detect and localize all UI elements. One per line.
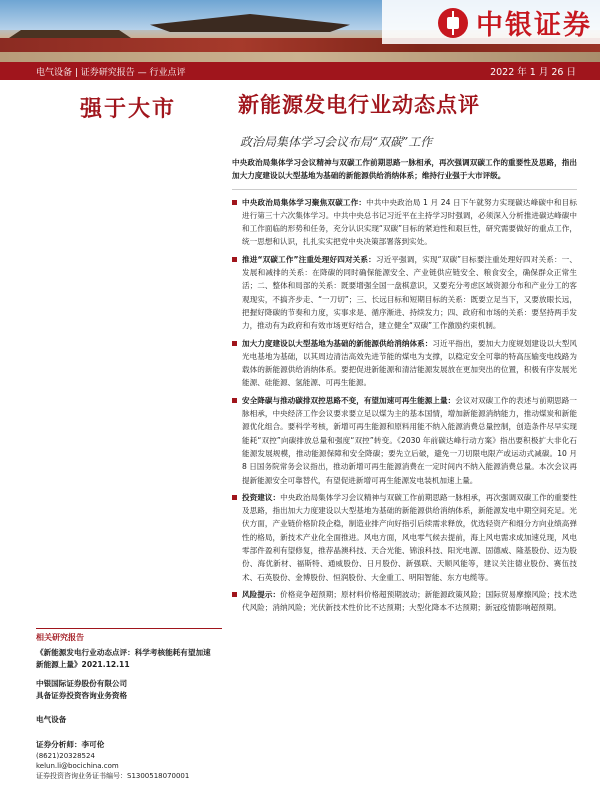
industry-rating: 强于大市: [80, 96, 177, 122]
related-report-item[interactable]: 《新能源发电行业动态点评：科学考核能耗有望加速新能源上量》2021.12.11: [36, 648, 211, 669]
bullet-square-icon: [232, 592, 237, 597]
bullet-point: [232, 491, 577, 584]
analyst-email[interactable]: kelun.li@bocichina.com: [36, 762, 119, 770]
bullet-body: 中央政治局集体学习会议精神与双碳工作前期思路一脉相承，再次强调双碳工作的重要性及思路，指出加大力度建设以大型基地为基础的新能源供给消纳体系，新能源发电中期空间充足。光伏方面，产业链价格阶段企稳，制造业排产向好指引后续需求释放，优选轻资产和细分方向业绩高弹性的格局，新技术产业化全面推进。风电方面，风电零气候去提前，海上风电需求成加速兑现，风电零部件盈利有望修复，推荐晶澳科技、天合光能、锦浪科技、阳光电源、固德威、隆基股份、迈为股份、海优新材、福斯特、通威股份、日月股份、新强联、天顺风能等，建议关注德业股份、赛伍技术、石英股份、金博股份、恒润股份、大金重工、明阳智能、东方电缆等。: [242, 492, 578, 582]
bullet-heading: 推进“双碳工作”注重处理好四对关系：: [242, 254, 376, 264]
header-banner: [0, 0, 600, 62]
company-name: 中银国际证券股份有限公司: [36, 679, 128, 688]
bank-logo-icon: [438, 8, 468, 38]
brand-name: 中银证券: [476, 10, 592, 41]
bullet-square-icon: [232, 200, 237, 205]
analyst-info: [36, 739, 216, 781]
top-bar: [0, 62, 600, 80]
bullet-heading: 中央政治局集体学习聚焦双碳工作：: [242, 197, 367, 207]
report-type-label: 电气设备 | 证券研究报告 — 行业点评: [36, 67, 186, 78]
bullet-heading: 加大力度建设以大型基地为基础的新能源供给消纳体系：: [242, 338, 433, 348]
company-info: [36, 678, 216, 702]
sector-info: [36, 714, 216, 726]
analyst-name: 证券分析师：李可伦: [36, 740, 105, 749]
sidebar-divider-top: [36, 628, 222, 629]
page-title: 新能源发电行业动态点评: [238, 92, 480, 117]
analyst-license: 证券投资咨询业务证书编号：S1300518070001: [36, 772, 190, 780]
page-subtitle: 政治局集体学习会议布局“双碳”工作: [240, 135, 433, 149]
related-reports: [36, 632, 216, 671]
sector-name: 电气设备: [36, 715, 67, 724]
report-date: 2022 年 1 月 26 日: [490, 67, 576, 78]
brand-logo: [438, 3, 592, 42]
bullet-square-icon: [232, 341, 237, 346]
bullet-square-icon: [232, 257, 237, 262]
bullet-body: 习近平强调，实现“双碳”目标要注重处理好四对关系：一、发展和减排的关系：在降碳的同时确保能源安全、产业链供应链安全、粮食安全，确保群众正常生活；二、整体和局部的关系：既要增强全国一盘棋意识，又要充分考虑区域资源分布和产业分工的客观现实，不搞齐步走、“一刀切”；三、长远目标和短期目标的关系：既要立足当下，又要放眼长远，把握好降碳的节奏和力度，实事求是、循序渐进、持续发力；四、政府和市场的关系：要坚持两手发力，推动有为政府和有效市场更好结合，建立健全“双碳”工作激励约束机制。: [242, 254, 577, 331]
bullet-body: 会议对双碳工作的表述与前期思路一脉相承，中央经济工作会议要求要立足以煤为主的基本国情，增加新能源消纳能力，推动煤炭和新能源优化组合。要科学考核，新增可再生能源和原料用能不纳入能源消费总量控制，创造条件尽早实现能耗“双控”向碳排放总量和强度“双控”转变。《2030 年前碳达峰行动方案》指出要积极扩大非化石能源发展规模，推动能源保障和安全降碳；要先立后破，避免一刀切限电限产或运动式减碳。10 月 8 日国务院常务会议指出，推动新增可再生能源消费在一定时间内不纳入能源消费总量。本次会议再提新能源安全可靠替代，有望促进新增可再生能源发电装机加速上量。: [242, 395, 578, 485]
main-content: [232, 156, 577, 619]
related-reports-heading: 相关研究报告: [36, 633, 84, 642]
bullet-heading: 安全降碳与推动碳排双控思路不变，有望加速可再生能源上量：: [242, 395, 456, 405]
summary-divider: [232, 189, 577, 190]
analyst-phone: (8621)20328524: [36, 752, 95, 760]
bullet-point: [232, 394, 577, 487]
bullet-body: 中共中央政治局 1 月 24 日下午就努力实现碳达峰碳中和目标进行第三十六次集体学习。中共中央总书记习近平在主持学习时强调，必须深入分析推进碳达峰碳中和工作面临的形势和任务，充分认识实现“双碳”目标的紧迫性和艰巨性，研究需要做好的重点工作，统一思想和认识，扎扎实实把党中央决策部署落到实处。: [242, 197, 577, 247]
bullet-body: 习近平指出，要加大力度规划建设以大型风光电基地为基础，以其周边清洁高效先进节能的煤电为支撑，以稳定安全可靠的特高压输变电线路为载体的新能源供给消纳体系。要把促进新能源和清洁能源发展放在更加突出的位置，积极有序发展光能源、硅能源、氢能源、可再生能源。: [242, 338, 578, 388]
bullet-point: [232, 196, 577, 249]
bullet-square-icon: [232, 495, 237, 500]
bullet-heading: 投资建议：: [242, 492, 281, 502]
bullet-point: [232, 253, 577, 333]
bullet-body: 价格竞争超预期；原材料价格超预期波动；新能源政策风险；国际贸易摩擦风险；技术迭代风险；消纳风险；光伏新技术性价比不达预期；大型化降本不达预期；新冠疫情影响超预期。: [242, 589, 578, 613]
bullet-point: [232, 588, 577, 615]
company-qualification: 具备证券投资咨询业务资格: [36, 691, 128, 700]
summary-lead: 中央政治局集体学习会议精神与双碳工作前期思路一脉相承，再次强调双碳工作的重要性及思路，指出加大力度建设以大型基地为基础的新能源供给消纳体系；维持行业强于大市评级。: [232, 158, 577, 181]
bullet-heading: 风险提示：: [242, 589, 281, 599]
bullet-point: [232, 337, 577, 390]
banner-ground: [0, 52, 600, 62]
bullet-square-icon: [232, 398, 237, 403]
